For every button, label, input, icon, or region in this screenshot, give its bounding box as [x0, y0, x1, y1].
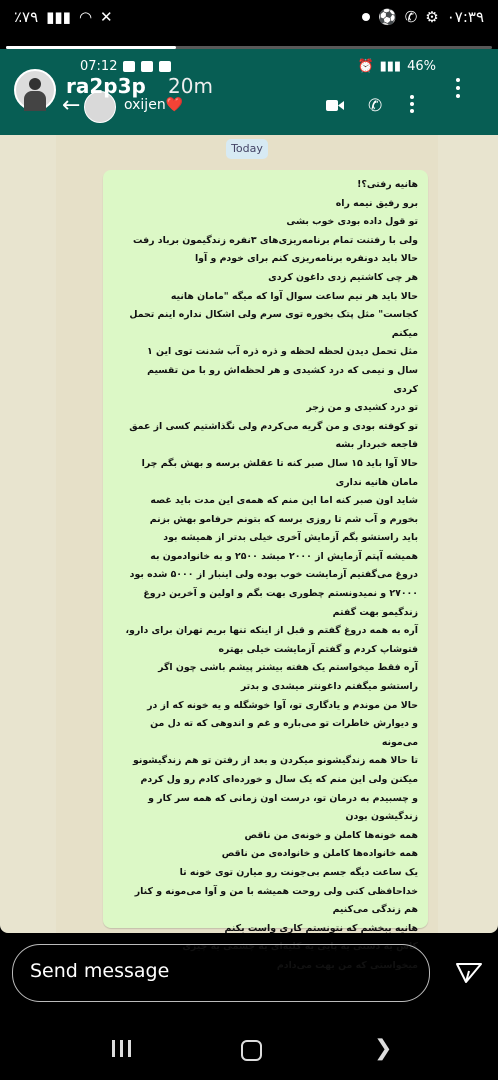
notification-dot-icon: [362, 13, 370, 21]
status-right: [362, 8, 484, 26]
contact-name: oxijen❤️: [124, 97, 184, 113]
story-progress-bar: [6, 46, 492, 49]
back-arrow-icon: ←: [62, 93, 81, 118]
settings-icon: ⚙: [425, 8, 439, 26]
message-text: هانیه رفتی؟! برو رفیق نیمه راه تو قول داده بودی خوب بشی ولی با رفتنت تمام برنامه‌ریزی‌های ۳نفره زندگیمون برباد رفت حالا باید دونفره برنامه‌ریزی کنم برای خودم و آوا هر چی کاشتیم زدی داغون کردی حالا باید هر نیم ساعت سوال آوا که میگه "مامان هانیه کجاست" مثل پتک بخوره توی سرم ولی اشکال نداره اینم تحمل میکنم مثل تحمل دیدن لحظه لحظه و ذره ذره آب شدنت توی این ۱ سال و نیمی که درد کشیدی و هر لحظه‌اش رو با من تقسیم کردی تو درد کشیدی و من زجر تو کوفته بودی و من گریه می‌کردم ولی نگذاشتیم کسی از عمق فاجعه خبردار بشه حالا آوا باید ۱۵ سال صبر کنه تا عقلش برسه و بهش بگم چرا مامان هانیه نداری شاید اون صبر کنه اما این منم که همه‌ی این مدت باید غصه بخورم و آب شم تا روزی برسه که بتونم حرفامو بهش بزنم باید راستشو بگم آزمایش آخری خیلی بدتر از همیشه بود همیشه آپتم آزمایش از ۲۰۰۰ میشد ۲۵۰۰ و به خانوادمون به دروغ می‌گفتیم آزمایشت خوب بوده ولی اینبار از ۵۰۰۰ شده بود ۲۷۰۰۰ و نمیدونستم چطوری بهت بگم و اولین و آخرین دروغ زندگیمو بهت گفتم آره به همه دروغ گفتم و قبل از اینکه تنها بریم تهران برای دارو، فتوشاپ کردم و گفتم آزمایشت خیلی بهتره آره فقط میخواستم یک هفته بیشتر پیشم باشی چون اگر راستشو میگفتم داغونتر میشدی و بدتر حالا من موندم و یادگاری تو، آوا خوشگله و یه خونه که از در و دیوارش خاطرات تو می‌باره و غم و اندوهی که ته دل من می‌مونه تا حالا همه زندگیشونو میکردن و بعد از رفتن تو هم زندگیشونو میکنن ولی این منم که یک سال و خورده‌ای کادم رو ول کردم و چسبیدم به درمان تو، درست اون زمانی که همه سر کار و زندگیشون بودن همه خونه‌ها کاملن و خونه‌ی من ناقص همه خانواده‌ها کاملن و خانواده‌ی من ناقص یک ساعت دیگه جسم بی‌جونت رو میارن توی خونه تا خداحافظی کنی ولی روحت همیشه با من و آوا می‌مونه و کنار هم زندگی می‌کنیم هانیه ببخشم که نتونستم کاری واست بکنم کاش یه دستی یه پایی یه کلیه‌ای یه چشمی یه چیزی میخواستی که من بهت می‌دادم: [125, 179, 418, 971]
story-time-ago: 20m: [168, 74, 213, 98]
story-progress-fill: [6, 46, 176, 49]
video-call-icon: [326, 99, 344, 112]
chrome-icon: [159, 61, 171, 72]
phone-icon: ✆: [368, 96, 383, 116]
send-message-placeholder: Send message: [30, 960, 170, 982]
battery-percent: ٪۷۹: [14, 8, 39, 26]
whatsapp-icon: ✆: [404, 8, 418, 26]
signal-icon: ▮▮▮: [46, 8, 71, 26]
soccer-icon: ⚽: [378, 8, 397, 26]
status-time: ۰۷:۳۹: [446, 8, 484, 26]
wa-more-icon: [410, 95, 414, 113]
alarm-icon: ⏰: [357, 59, 374, 74]
status-left: [14, 8, 113, 26]
story-avatar[interactable]: [14, 69, 56, 111]
wa-status-time: 07:12: [80, 59, 118, 74]
send-icon[interactable]: [456, 962, 482, 984]
wifi-icon: ◠: [78, 8, 93, 26]
wa-signal-icon: ▮▮▮: [379, 59, 402, 74]
home-icon[interactable]: [241, 1040, 262, 1061]
recent-apps-icon[interactable]: [112, 1040, 131, 1057]
wa-battery-percent: 46%: [407, 59, 436, 74]
story-username[interactable]: ra2p3p: [66, 74, 146, 98]
message-bubble: [103, 170, 428, 971]
youtube-icon: [123, 61, 135, 72]
gallery-icon: [141, 61, 153, 72]
mute-icon: ✕: [100, 8, 113, 26]
status-bar: [0, 0, 498, 40]
story-more-icon[interactable]: [456, 78, 460, 98]
date-chip: Today: [226, 139, 268, 159]
nav-back-icon[interactable]: ❯: [374, 1036, 393, 1061]
